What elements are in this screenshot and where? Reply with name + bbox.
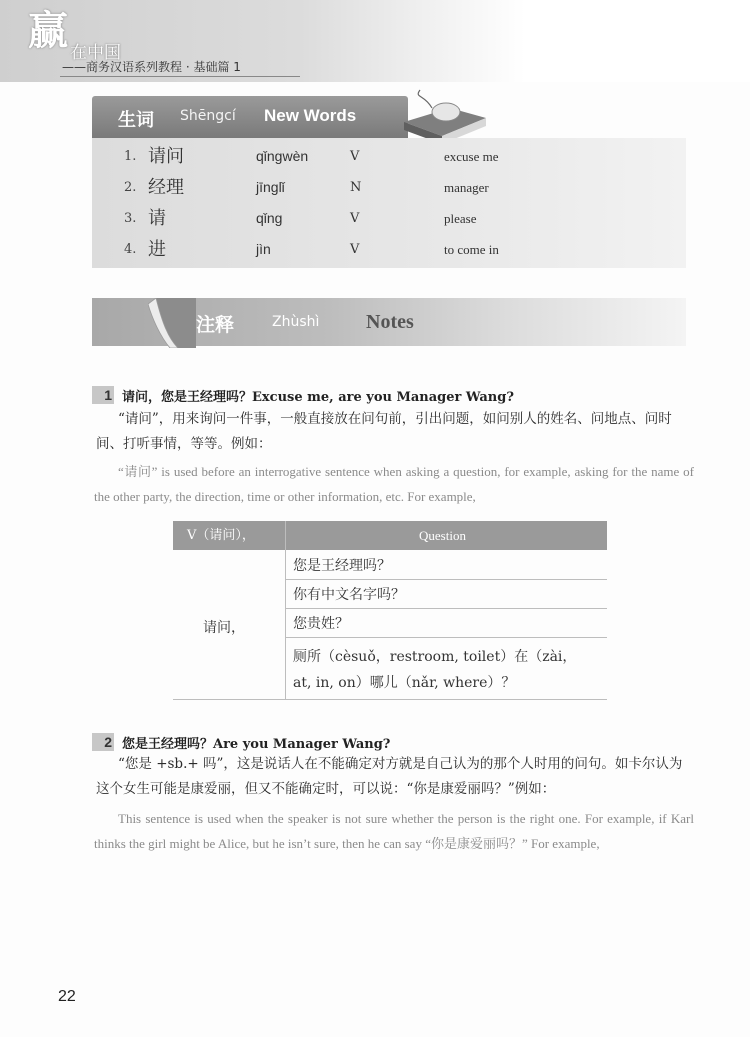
header-divider xyxy=(60,76,300,77)
note-2-title: 您是王经理吗？Are you Manager Wang? xyxy=(122,736,391,752)
word-number: 3. xyxy=(124,211,137,226)
book-subtitle: ——商务汉语系列教程 · 基础篇 1 xyxy=(62,60,241,74)
example-table-header xyxy=(173,521,607,550)
word-row xyxy=(92,172,686,203)
word-part-of-speech: V xyxy=(350,211,360,226)
note-2-heading xyxy=(92,731,390,753)
word-chinese: 请 xyxy=(148,208,166,229)
note-2-number: 2 xyxy=(92,733,114,751)
word-english: manager xyxy=(444,180,489,195)
page-header xyxy=(0,0,750,82)
word-chinese: 请问 xyxy=(148,146,184,167)
verb-cell: 请问， xyxy=(203,620,245,636)
word-english: to come in xyxy=(444,242,499,257)
word-number: 2. xyxy=(124,180,137,195)
word-pinyin: jīnglǐ xyxy=(256,179,285,195)
question-cell: 您是王经理吗？ xyxy=(293,558,391,574)
notes-title-cn: 注释 xyxy=(196,314,235,336)
word-row xyxy=(92,141,686,172)
note-1-number: 1 xyxy=(92,386,114,404)
book-title: 在中国 xyxy=(70,43,121,63)
note-1-title: 请问，您是王经理吗？Excuse me, are you Manager Wang? xyxy=(122,389,514,405)
word-part-of-speech: N xyxy=(350,180,362,195)
word-number: 1. xyxy=(124,149,137,164)
word-chinese: 经理 xyxy=(148,177,184,198)
word-pinyin: jìn xyxy=(256,241,271,257)
table-bottom-border xyxy=(173,699,607,700)
new-words-title-en: New Words xyxy=(264,106,357,125)
new-words-title-cn: 生词 xyxy=(118,110,154,131)
word-part-of-speech: V xyxy=(350,242,360,257)
word-english: please xyxy=(444,211,477,226)
question-cell: 你有中文名字吗？ xyxy=(293,587,405,603)
question-cell-continued: at, in, on）哪儿（nǎr, where）？ xyxy=(293,675,516,691)
row-divider xyxy=(285,579,607,580)
word-number: 4. xyxy=(124,242,137,257)
notes-title-en: Notes xyxy=(366,311,414,333)
logo-character: 赢 xyxy=(28,7,68,54)
note-1-chinese-text: “请问”，用来询问一件事，一般直接放在问句前，引出问题，如问别人的姓名、问地点、问时间、打听事情，等等。例如： xyxy=(96,411,672,452)
notes-title-pinyin: Zhùshì xyxy=(272,314,320,330)
row-divider xyxy=(285,637,607,638)
header-verb: V（请问）， xyxy=(187,528,255,543)
note-2-chinese-text: “您是 +sb.+ 吗”，这是说话人在不能确定对方就是自己认为的那个人时用的问句。如卡尔认为这个女生可能是康爱丽，但又不能确定时，可以说：“你是康爱丽吗？”例如： xyxy=(96,756,683,797)
row-divider xyxy=(285,608,607,609)
page-number: 22 xyxy=(58,988,76,1005)
word-chinese: 进 xyxy=(148,239,166,260)
word-english: excuse me xyxy=(444,149,499,164)
page-curl-icon xyxy=(148,298,196,348)
note-1-english-text: “请问” is used before an interrogative sentence when asking a question, for example, asking for the name of the other party, the direction, time or other information, etc. For example, xyxy=(94,464,694,504)
word-pinyin: qǐngwèn xyxy=(256,148,309,164)
new-words-section xyxy=(92,96,686,270)
note-1-heading xyxy=(92,384,514,406)
word-pinyin: qǐng xyxy=(256,210,283,226)
new-words-table xyxy=(92,138,686,268)
question-cell: 您贵姓？ xyxy=(293,616,349,632)
new-words-title-pinyin: Shēngcí xyxy=(180,108,236,124)
header-question: Question xyxy=(419,528,466,543)
new-words-title-bar xyxy=(92,96,408,138)
question-cell: 厕所（cèsuǒ，restroom, toilet）在（zài， xyxy=(293,649,577,665)
word-part-of-speech: V xyxy=(350,149,360,164)
word-row xyxy=(92,234,686,265)
note-2-english-text: This sentence is used when the speaker is not sure whether the person is the right one. For example, if Karl thinks the girl might be Alice, but he isn’t sure, then he can say “你是康爱丽吗？” For example, xyxy=(94,811,694,851)
word-row xyxy=(92,203,686,234)
table-column-divider xyxy=(285,521,286,699)
